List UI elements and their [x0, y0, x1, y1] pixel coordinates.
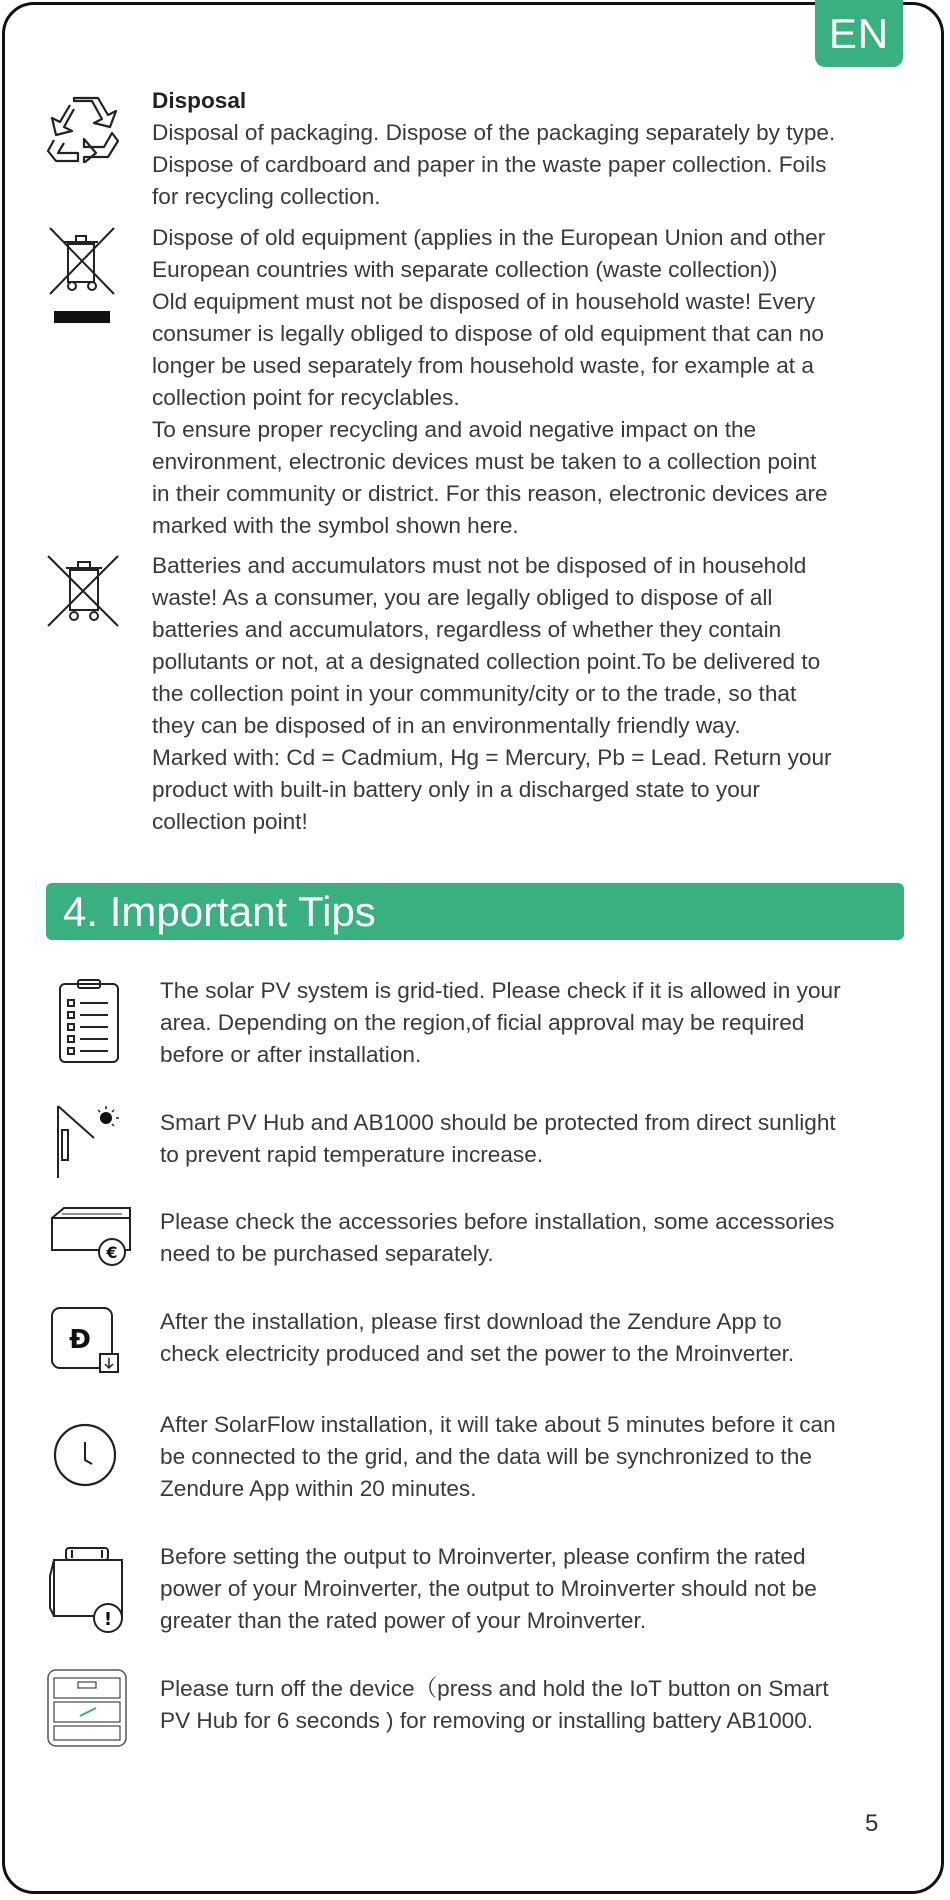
- text-line: After SolarFlow installation, it will take about 5 minutes before it can: [160, 1412, 836, 1437]
- box-euro-icon: [48, 1206, 134, 1268]
- svg-text:!: !: [103, 1609, 113, 1630]
- recycle-icon: [44, 95, 124, 163]
- text-line: Please check the accessories before installation, some accessories: [160, 1209, 835, 1234]
- text-line: Disposal of packaging. Dispose of the packaging separately by type.: [152, 120, 836, 145]
- text-line: area. Depending on the region,of ficial approval may be required: [160, 1010, 805, 1035]
- tip-sunlight: [160, 1107, 910, 1171]
- crossed-bin-icon: [48, 226, 118, 326]
- text-line: be connected to the grid, and the data will be synchronized to the: [160, 1444, 812, 1469]
- text-line: environment, electronic devices must be taken to a collection point: [152, 449, 817, 474]
- text-line: Before setting the output to Mroinverter, please confirm the rated: [160, 1544, 806, 1569]
- disposal-heading: Disposal: [152, 88, 247, 113]
- text-line: collection point for recyclables.: [152, 385, 460, 410]
- disposal-packaging-text: [152, 85, 897, 213]
- text-line: PV Hub for 6 seconds ) for removing or installing battery AB1000.: [160, 1708, 814, 1733]
- tip-synchronization: [160, 1409, 910, 1505]
- text-line: consumer is legally obliged to dispose of old equipment that can no: [152, 321, 824, 346]
- text-line: collection point!: [152, 809, 308, 834]
- checklist-icon: [56, 978, 122, 1066]
- tip-accessories: [160, 1206, 910, 1270]
- text-line: Old equipment must not be disposed of in household waste! Every: [152, 289, 816, 314]
- section-title: 4. Important Tips: [46, 883, 904, 940]
- tip-grid-tied: [160, 975, 910, 1071]
- text-line: check electricity produced and set the power to the Mroinverter.: [160, 1341, 795, 1366]
- text-line: waste! As a consumer, you are legally obliged to dispose of all: [152, 585, 773, 610]
- text-line: After the installation, please first download the Zendure App to: [160, 1309, 782, 1334]
- text-line: in their community or district. For this reason, electronic devices are: [152, 481, 828, 506]
- app-download-icon: [50, 1306, 122, 1376]
- text-line: before or after installation.: [160, 1042, 422, 1067]
- text-line: Marked with: Cd = Cadmium, Hg = Mercury, Pb = Lead. Return your: [152, 745, 832, 770]
- text-line: greater than the rated power of your Mroinverter.: [160, 1608, 647, 1633]
- text-line: Dispose of cardboard and paper in the waste paper collection. Foils: [152, 152, 827, 177]
- text-line: need to be purchased separately.: [160, 1241, 494, 1266]
- text-line: Dispose of old equipment (applies in the European Union and other: [152, 225, 826, 250]
- text-line: Smart PV Hub and AB1000 should be protected from direct sunlight: [160, 1110, 836, 1135]
- page-number: 5: [865, 1810, 879, 1837]
- text-line: power of your Mroinverter, the output to Mroinverter should not be: [160, 1576, 817, 1601]
- tip-rated-power: [160, 1541, 910, 1637]
- language-badge: EN: [815, 0, 903, 67]
- svg-text:Ɖ: Ɖ: [69, 1325, 91, 1355]
- text-line: for recycling collection.: [152, 184, 381, 209]
- text-line: Please turn off the device（press and hold the IoT button on Smart: [160, 1676, 829, 1701]
- battery-bin-icon: [46, 554, 122, 630]
- text-line: The solar PV system is grid-tied. Please check if it is allowed in your: [160, 978, 841, 1003]
- tip-turn-off: [160, 1673, 910, 1737]
- device-icon: [46, 1668, 128, 1748]
- text-line: to prevent rapid temperature increase.: [160, 1142, 544, 1167]
- text-line: batteries and accumulators, regardless of whether they contain: [152, 617, 782, 642]
- text-line: Zendure App within 20 minutes.: [160, 1476, 477, 1501]
- text-line: pollutants or not, at a designated collection point.To be delivered to: [152, 649, 821, 674]
- disposal-equipment-text: [152, 222, 897, 542]
- text-line: product with built-in battery only in a discharged state to your: [152, 777, 760, 802]
- disposal-battery-text: [152, 550, 897, 838]
- sunlight-icon: [54, 1104, 120, 1180]
- text-line: they can be disposed of in an environmentally friendly way.: [152, 713, 741, 738]
- tip-app: [160, 1306, 910, 1370]
- inverter-warning-icon: [48, 1546, 128, 1636]
- text-line: the collection point in your community/city or to the trade, so that: [152, 681, 797, 706]
- text-line: marked with the symbol shown here.: [152, 513, 519, 538]
- text-line: longer be used separately from household waste, for example at a: [152, 353, 814, 378]
- svg-text:€: €: [106, 1243, 118, 1262]
- text-line: Batteries and accumulators must not be disposed of in household: [152, 553, 807, 578]
- text-line: To ensure proper recycling and avoid negative impact on the: [152, 417, 757, 442]
- clock-icon: [52, 1422, 118, 1488]
- text-line: European countries with separate collection (waste collection)): [152, 257, 778, 282]
